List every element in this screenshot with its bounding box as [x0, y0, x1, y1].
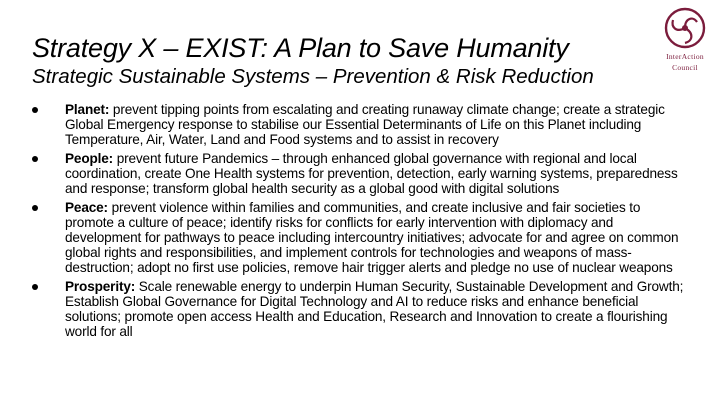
bullet-text: prevent future Pandemics – through enhanced global governance with regional and local coordination, create One Health systems for prevention, detection, early warning systems, preparedness and response; transform global health security as a global good with digital solutions — [65, 151, 678, 196]
bullet-dot-icon — [32, 107, 38, 113]
list-item-prosperity — [32, 279, 692, 339]
bullet-text: Scale renewable energy to underpin Human Security, Sustainable Development and Growth; Establish Global Governance for Digital Technology and AI to reduce risks and enhance beneficial solutions; promote open access Health and Education, Research and Innovation to create a flourishing world for all — [65, 279, 684, 339]
triskelion-circle-icon — [663, 6, 707, 50]
logo-text-line2: Council — [672, 63, 698, 72]
bullet-dot-icon — [32, 205, 38, 211]
logo-text-line1: InterAction — [666, 52, 704, 61]
bullet-lead: Peace: — [65, 200, 108, 215]
bullet-list — [32, 102, 692, 343]
list-item-peace — [32, 200, 692, 275]
bullet-text: prevent violence within families and communities, and create inclusive and fair societies to promote a culture of peace; identify risks for conflicts for early intervention with diplomacy and development for pathways to peace including intercountry initiatives; advocate for and agree on common global rights and responsibilities, and implement controls for technologies and weapons of mass-destruction; adopt no first use policies, remove hair trigger alerts and pledge no use of nuclear weapons — [65, 200, 679, 275]
bullet-text: prevent tipping points from escalating and creating runaway climate change; create a strategic Global Emergency response to stabilise our Essential Determinants of Life on this Planet including Temperature, Air, Water, Land and Food systems and to assist in recovery — [65, 102, 665, 147]
bullet-dot-icon — [32, 284, 38, 290]
bullet-dot-icon — [32, 156, 38, 162]
page-subtitle: Strategic Sustainable Systems – Prevention & Risk Reduction — [32, 65, 594, 88]
page-title: Strategy X – EXIST: A Plan to Save Humanity — [32, 33, 569, 63]
bullet-lead: Planet: — [65, 102, 110, 117]
bullet-lead: Prosperity: — [65, 279, 136, 294]
interaction-council-logo — [650, 6, 720, 76]
bullet-lead: People: — [65, 151, 114, 166]
list-item-planet — [32, 102, 692, 147]
list-item-people — [32, 151, 692, 196]
